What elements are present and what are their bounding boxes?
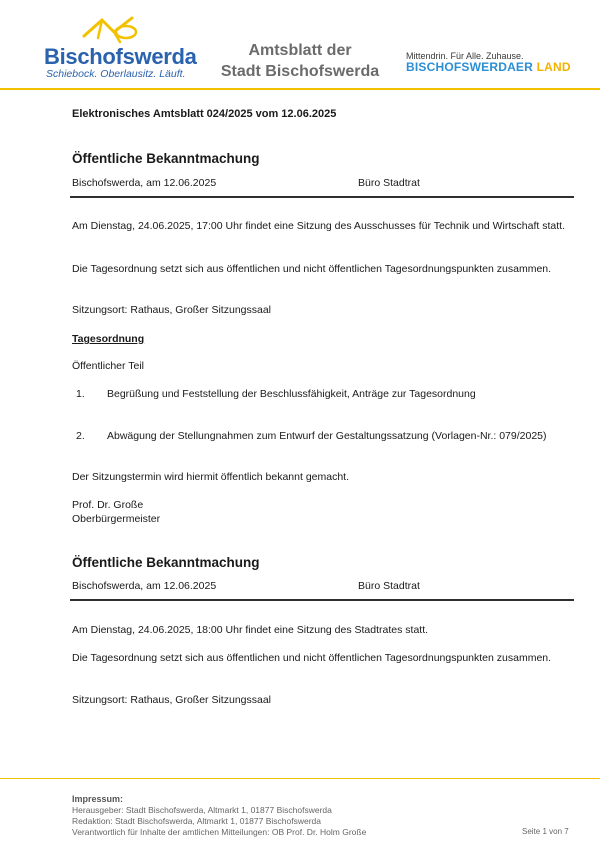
impressum-publisher: Herausgeber: Stadt Bischofswerda, Altmarkt 1, 01877 Bischofswerda [72, 805, 332, 815]
header-rule [0, 88, 600, 90]
publication-title [200, 40, 400, 82]
notice1-location: Sitzungsort: Rathaus, Großer Sitzungssaal [72, 304, 272, 316]
logo-title: Bischofswerda [44, 44, 197, 69]
signer-title: Oberbürgermeister [72, 513, 161, 525]
notice2-paragraph-date: Am Dienstag, 24.06.2025, 18:00 Uhr findet eine Sitzung des Stadtrates statt. [72, 624, 429, 636]
notice2-title: Öffentliche Bekanntmachung [72, 555, 260, 570]
region-slogan: Mittendrin. Für Alle. Zuhause. [406, 51, 524, 61]
region-brand-land: LAND [536, 60, 571, 74]
impressum-title: Impressum: [72, 794, 124, 804]
region-brand-main: BISCHOFSWERDAER [406, 60, 534, 74]
agenda-item-text: Abwägung der Stellungnahmen zum Entwurf der Gestaltungssatzung (Vorlagen-Nr.: 079/2025) [107, 430, 547, 442]
notice1-office: Büro Stadtrat [358, 177, 420, 189]
notice2-office: Büro Stadtrat [358, 580, 420, 592]
agenda-item-number: 1. [76, 388, 85, 400]
notice1-divider [70, 196, 574, 198]
agenda-item-number: 2. [76, 430, 85, 442]
agenda-heading: Tagesordnung [72, 333, 145, 345]
notice1-closing: Der Sitzungstermin wird hiermit öffentlich bekannt gemacht. [72, 471, 350, 483]
issue-title: Elektronisches Amtsblatt 024/2025 vom 12.06.2025 [72, 108, 337, 120]
region-brand [406, 60, 571, 74]
notice1-place-date: Bischofswerda, am 12.06.2025 [72, 177, 217, 189]
publication-title-line2: Stadt Bischofswerda [220, 63, 380, 80]
logo-subtitle: Schiebock. Oberlausitz. Läuft. [46, 68, 186, 80]
notice1-title: Öffentliche Bekanntmachung [72, 151, 260, 166]
publication-title-line1: Amtsblatt der [248, 42, 352, 59]
notice2-place-date: Bischofswerda, am 12.06.2025 [72, 580, 217, 592]
signer-name: Prof. Dr. Große [72, 499, 144, 511]
page-header [0, 0, 600, 90]
notice2-paragraph-agenda: Die Tagesordnung setzt sich aus öffentlichen und nicht öffentlichen Tagesordnungspunkten zusammen. [72, 652, 552, 664]
public-part-label: Öffentlicher Teil [72, 360, 144, 372]
notice1-paragraph-agenda: Die Tagesordnung setzt sich aus öffentlichen und nicht öffentlichen Tagesordnungspunkten zusammen. [72, 263, 552, 275]
page-number: Seite 1 von 7 [522, 827, 569, 836]
impressum-editorial: Redaktion: Stadt Bischofswerda, Altmarkt 1, 01877 Bischofswerda [72, 816, 321, 826]
notice2-divider [70, 599, 574, 601]
impressum-responsible: Verantwortlich für Inhalte der amtlichen Mitteilungen: OB Prof. Dr. Holm Große [72, 827, 367, 837]
grasshopper-logo-icon [80, 14, 140, 44]
footer-rule [0, 778, 600, 779]
notice1-paragraph-date: Am Dienstag, 24.06.2025, 17:00 Uhr findet eine Sitzung des Ausschusses für Technik und Wirtschaft statt. [72, 220, 565, 232]
agenda-item-text: Begrüßung und Feststellung der Beschlussfähigkeit, Anträge zur Tagesordnung [107, 388, 476, 400]
notice2-location: Sitzungsort: Rathaus, Großer Sitzungssaal [72, 694, 272, 706]
